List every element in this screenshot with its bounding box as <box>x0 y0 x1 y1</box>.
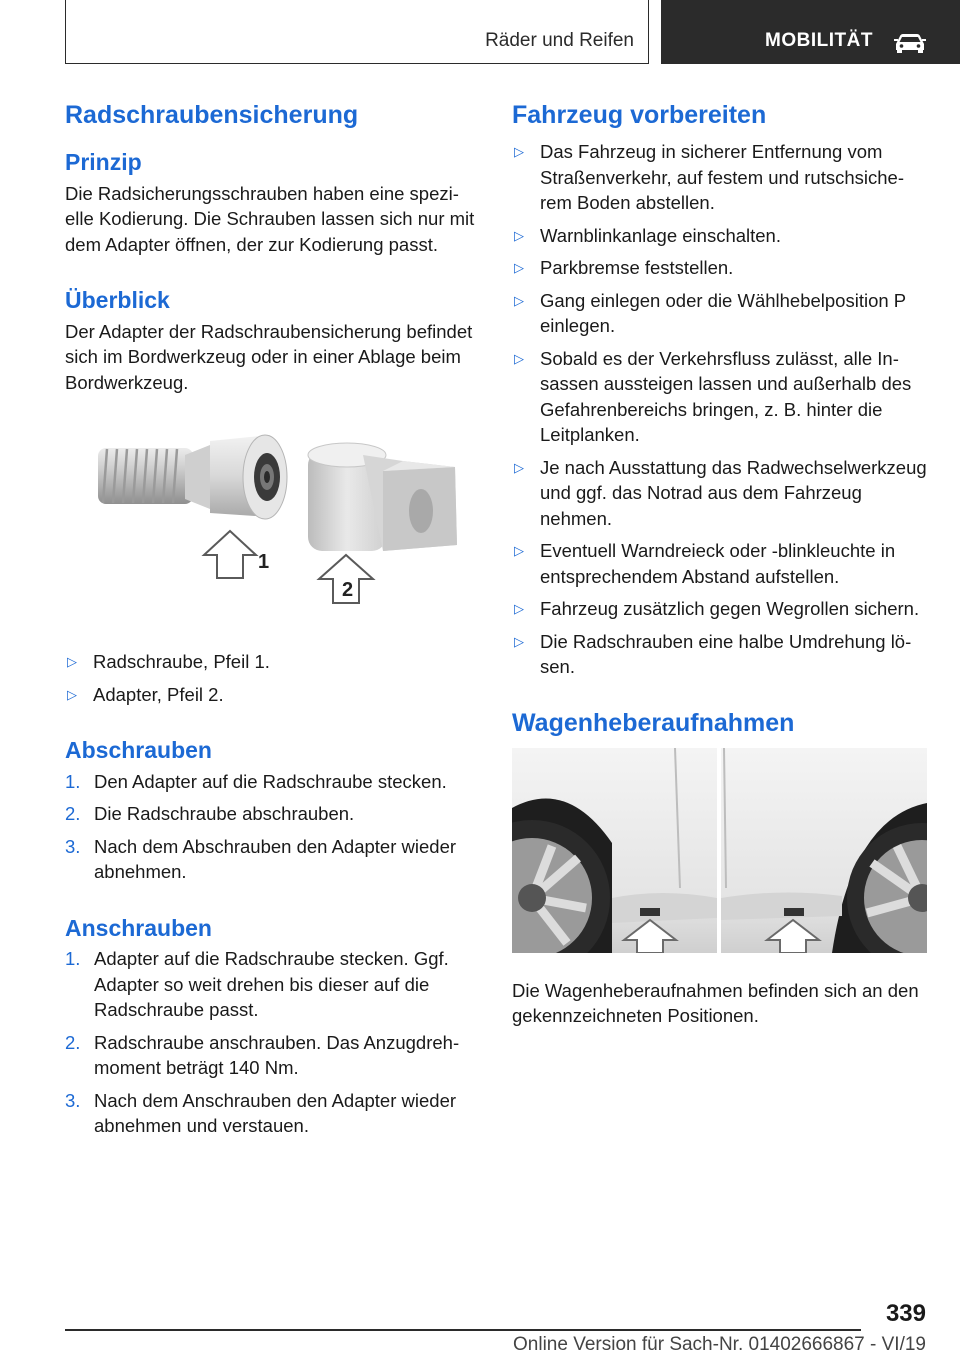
steps-vorbereiten <box>512 139 927 680</box>
heading-ueberblick: Überblick <box>65 287 170 314</box>
list-item: ▷ Warnblinkanlage einschalten. <box>512 223 927 249</box>
list-item: 1. Adapter auf die Radschraube stecken. Ggf. Adapter so weit drehen bis dieser auf die Radschraube passt. <box>65 948 449 1021</box>
header-section-title: Räder und Reifen <box>485 30 634 51</box>
front-wheel-panel <box>512 748 717 953</box>
text-wagenheberaufnahmen: Die Wagenheberaufnahmen befinden sich an den gekennzeichneten Positionen. <box>512 979 919 1026</box>
title-wagenheberaufnahmen: Wagenheberaufnahmen <box>512 708 795 737</box>
figure-label-1: 1 <box>258 551 270 574</box>
heading-prinzip: Prinzip <box>65 149 142 175</box>
list-item: 2. Die Radschraube abschrauben. <box>65 803 355 825</box>
bolt-drawing <box>98 435 287 519</box>
jack-points-figure <box>512 748 927 953</box>
heading-anschrauben: Anschrauben <box>65 914 212 941</box>
triangle-bullet-icon: ▷ <box>514 633 524 649</box>
list-item: ▷ Fahrzeug zusätzlich gegen Wegrollen sichern. <box>512 596 927 622</box>
adapter-drawing <box>308 443 457 551</box>
list-item: ▷ Adapter, Pfeil 2. <box>65 682 475 708</box>
list-item: ▷ Je nach Ausstattung das Radwechselwerkzeug und ggf. das Notrad aus dem Fahrzeug nehmen. <box>512 455 927 532</box>
arrow-1-icon <box>204 531 256 578</box>
list-item: ▷ Das Fahrzeug in sicherer Entfernung vom Straßenverkehr, auf festem und rutschsicherem Boden abstellen. <box>512 139 927 216</box>
triangle-bullet-icon: ▷ <box>67 654 77 670</box>
triangle-bullet-icon: ▷ <box>67 686 77 702</box>
list-item: ▷ Radschraube, Pfeil 1. <box>65 649 475 675</box>
triangle-bullet-icon: ▷ <box>514 227 524 243</box>
car-icon <box>893 30 927 54</box>
list-item: 1. Den Adapter auf die Radschraube stecken. <box>65 770 447 792</box>
triangle-bullet-icon: ▷ <box>514 292 524 308</box>
rear-wheel-panel <box>721 748 927 953</box>
triangle-bullet-icon: ▷ <box>514 543 524 558</box>
list-item: 3. Nach dem Anschrauben den Adapter wieder abnehmen und verstauen. <box>65 1089 457 1137</box>
list-item: ▷ Die Radschrauben eine halbe Umdrehung lösen. <box>512 629 927 680</box>
heading-abschrauben: Abschrauben <box>65 737 212 764</box>
list-item: ▷ Parkbremse feststellen. <box>512 255 927 281</box>
list-item: 3. Nach dem Abschrauben den Adapter wieder abnehmen. <box>65 835 457 883</box>
left-column <box>65 100 475 1139</box>
list-item: 2. Radschraube anschrauben. Das Anzugdrehmoment beträgt 140 Nm. <box>65 1031 460 1079</box>
figure-legend <box>65 649 475 707</box>
header-chapter-tab[interactable] <box>661 0 960 64</box>
triangle-bullet-icon: ▷ <box>514 144 524 159</box>
footer-version: Online Version für Sach-Nr. 01402666867 - VI/19 <box>513 1334 926 1355</box>
steps-anschrauben <box>65 946 475 1139</box>
header-chapter-label: MOBILITÄT <box>765 30 873 51</box>
triangle-bullet-icon: ▷ <box>514 350 524 366</box>
figure-label-2: 2 <box>342 579 354 602</box>
list-item: ▷ Sobald es der Verkehrsfluss zulässt, alle Insassen aussteigen lassen und außerhalb des Gefahrenbereichs bringen, z. B. hinter die Leitplanken. <box>512 346 927 448</box>
triangle-bullet-icon: ▷ <box>514 601 524 616</box>
triangle-bullet-icon: ▷ <box>514 260 524 275</box>
right-column <box>512 100 927 1029</box>
steps-abschrauben <box>65 769 475 885</box>
lock-bolt-figure <box>65 433 475 613</box>
list-item: ▷ Eventuell Warndreieck oder -blinkleuchte in entsprechendem Abstand aufstellen. <box>512 538 927 589</box>
triangle-bullet-icon: ▷ <box>514 459 524 475</box>
text-ueberblick: Der Adapter der Radschraubensicherung befindet sich im Bordwerkzeug oder in einer Ablage beim Bordwerkzeug. <box>65 320 473 393</box>
title-fahrzeug-vorbereiten: Fahrzeug vorbereiten <box>512 101 767 129</box>
page-number: 339 <box>885 1300 926 1327</box>
title-radschraubensicherung: Radschraubensicherung <box>65 101 359 129</box>
list-item: ▷ Gang einlegen oder die Wählhebelposition P einlegen. <box>512 288 927 339</box>
footer-divider <box>65 1329 861 1331</box>
text-prinzip: Die Radsicherungsschrauben haben eine spezielle Kodierung. Die Schrauben lassen sich nur mit dem Adapter öffnen, der zur Kodierung passt. <box>65 182 475 255</box>
header-section-box <box>65 0 649 64</box>
